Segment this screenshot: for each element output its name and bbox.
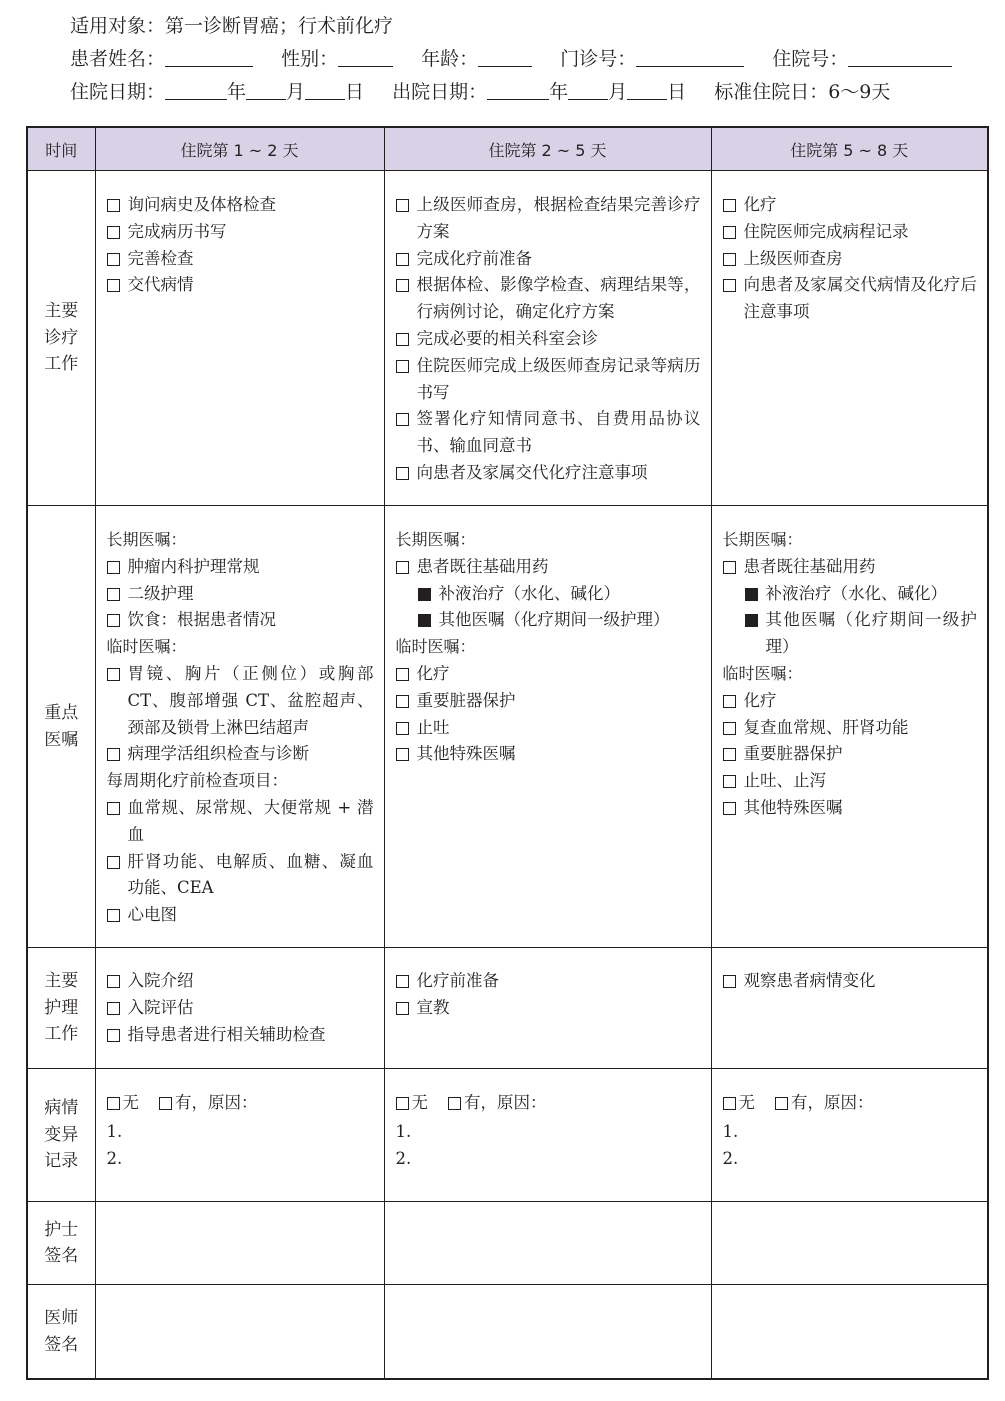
checkbox[interactable] [396,695,409,708]
checklist-text: 重要脏器保护 [416,690,516,710]
checklist-text: 其他特殊医嘱 [416,744,516,764]
checklist-item [396,661,701,688]
checklist-text: 交代病情 [127,275,194,295]
checkbox[interactable] [107,668,120,681]
variance-yes-option[interactable] [775,1090,874,1117]
row-label-line: 记录 [44,1151,79,1172]
checklist-item [107,554,374,581]
checklist-item [396,995,701,1022]
variance-reason-1[interactable]: 1. [106,1121,123,1141]
admission-date-label: 住院日期： [70,81,166,103]
checklist-text: 止吐、止泻 [743,771,826,791]
checklist-item [723,192,978,219]
checklist-item [107,661,374,741]
checklist-item [107,795,374,849]
patient-info-line [70,43,990,76]
checklist-text: 观察患者病情变化 [743,971,876,990]
checkbox[interactable] [107,1097,120,1110]
checklist-text: 化疗 [416,663,450,683]
row-main-work [27,171,988,506]
checklist-item [723,795,978,822]
checkbox[interactable] [396,199,409,212]
checkbox[interactable] [107,748,120,761]
checkbox[interactable] [396,253,409,266]
row-label-line: 工作 [44,1024,79,1045]
checklist-text: 化疗前准备 [416,971,499,990]
checklist-item [723,688,978,715]
checklist-text: 患者既往基础用药 [743,556,876,576]
checkbox[interactable] [107,199,120,212]
checklist-text: 肝肾功能、电解质、血糖、凝血功能、CEA [127,851,374,898]
checklist-text: 止吐 [416,717,450,737]
checklist-text: 完成病历书写 [127,221,227,241]
temporary-orders-heading: 临时医嘱： [722,663,803,683]
checklist-text: 饮食：根据患者情况 [127,610,276,630]
checkbox[interactable] [775,1097,788,1110]
checkbox[interactable] [107,588,120,601]
option-text: 无 [411,1093,428,1112]
variance-none-option[interactable] [723,1090,756,1117]
checklist-item [107,272,374,299]
discharge-month-blank[interactable] [568,79,608,100]
outpatient-no-blank[interactable] [636,46,744,67]
checklist-text: 完成必要的相关科室会诊 [416,328,598,348]
checklist-item [396,741,701,768]
checklist-text: 住院医师完成病程记录 [743,221,909,241]
checklist-text: 向患者及家属交代化疗注意事项 [416,462,648,482]
row-label-line: 医嘱 [44,729,79,750]
day-label: 日 [345,81,365,103]
temporary-orders-heading: 临时医嘱： [106,637,187,657]
discharge-day-blank[interactable] [627,79,667,100]
checklist-text: 询问病史及体格检查 [127,195,276,214]
checkbox[interactable] [396,467,409,480]
checklist-text: 完善检查 [127,248,194,268]
doctor-signature-day5-8[interactable] [711,1285,988,1380]
checkbox[interactable] [107,975,120,988]
outpatient-no-label: 门诊号： [560,48,637,70]
checkbox[interactable] [396,333,409,346]
checklist-item [723,768,978,795]
variance-yes-option[interactable] [159,1090,258,1117]
variance-reason-1[interactable]: 1. [722,1121,739,1141]
orders-day2-5 [384,506,711,948]
admission-month-blank[interactable] [246,79,286,100]
filled-checkbox[interactable] [745,614,758,627]
checklist-item [396,353,701,407]
doctor-signature-day1-2[interactable] [95,1285,384,1380]
month-label: 月 [608,81,628,103]
checkbox[interactable] [723,253,736,266]
checkbox[interactable] [396,722,409,735]
row-label-line: 主要 [44,971,79,992]
checklist-text: 其他特殊医嘱 [743,797,843,817]
checkbox[interactable] [723,975,736,988]
checkbox[interactable] [723,748,736,761]
variance-options [396,1090,701,1119]
admission-day-blank[interactable] [305,79,345,100]
checklist-item [396,715,701,742]
checklist-item [723,246,978,273]
checklist-item [396,688,701,715]
option-text: 有，原因： [175,1093,258,1112]
year-label: 年 [227,81,247,103]
row-label-line: 护理 [44,997,79,1018]
day-label: 日 [667,81,687,103]
form-header [70,10,990,109]
clinical-pathway-table [26,126,989,1380]
patient-name-label: 患者姓名： [70,48,166,70]
checklist-item [396,460,701,487]
checklist-item [107,968,374,995]
checkbox[interactable] [396,668,409,681]
long-term-orders-heading: 长期医嘱： [106,530,187,549]
checklist-text: 完成化疗前准备 [416,248,532,268]
orders-day1-2 [95,506,384,948]
nursing-day2-5 [384,948,711,1069]
checklist-item [107,192,374,219]
checkbox[interactable] [448,1097,461,1110]
checklist-item [107,849,374,903]
gender-label: 性别： [281,48,339,70]
checkbox[interactable] [107,1002,120,1015]
option-text: 有，原因： [791,1093,874,1112]
checklist-text: 向患者及家属交代病情及化疗后注意事项 [743,275,977,322]
checklist-item [107,246,374,273]
checklist-text: 根据体检、影像学检查、病理结果等，行病例讨论，确定化疗方案 [416,275,701,322]
col-header-day2-5: 住院第 2 ~ 5 天 [384,127,711,171]
col-header-day5-8: 住院第 5 ~ 8 天 [711,127,988,171]
checkbox[interactable] [107,614,120,627]
variance-reason-2[interactable]: 2. [106,1148,123,1168]
row-label-line: 病情 [44,1098,79,1119]
checklist-text: 补液治疗（水化、碱化） [765,583,947,603]
checklist-item [107,741,374,768]
checklist-item [396,968,701,995]
checklist-text: 签署化疗知情同意书、自费用品协议书、输血同意书 [416,409,701,456]
main-work-day2-5 [384,171,711,506]
checkbox[interactable] [723,199,736,212]
checklist-item [723,968,978,995]
checkbox[interactable] [723,775,736,788]
row-label-line: 重点 [44,703,79,723]
row-nurse-signature [27,1202,988,1285]
age-blank[interactable] [478,46,532,67]
row-label-line: 工作 [44,354,79,375]
checklist-text: 肿瘤内科护理常规 [127,556,260,576]
nurse-signature-day1-2[interactable] [95,1202,384,1285]
row-doctor-signature [27,1285,988,1380]
checkbox[interactable] [107,279,120,292]
checkbox[interactable] [723,1097,736,1110]
checkbox[interactable] [396,1002,409,1015]
row-label-line: 签名 [44,1334,79,1355]
row-label-doctor-signature [27,1285,95,1380]
checkbox[interactable] [723,279,736,292]
checklist-subitem [723,581,978,608]
checklist-text: 宣教 [416,997,450,1017]
age-field[interactable] [421,43,532,76]
checklist-item [107,219,374,246]
checkbox[interactable] [723,695,736,708]
variance-day2-5 [384,1069,711,1202]
checkbox[interactable] [396,561,409,574]
filled-checkbox[interactable] [418,614,431,627]
col-header-time: 时间 [27,127,95,171]
nurse-signature-day2-5[interactable] [384,1202,711,1285]
checklist-text: 血常规、尿常规、大便常规 + 潜血 [127,797,374,844]
checklist-text: 上级医师查房 [743,248,843,268]
checkbox[interactable] [723,226,736,239]
row-label-variance [27,1069,95,1202]
row-label-nursing [27,948,95,1069]
main-work-day1-2 [95,171,384,506]
checklist-text: 重要脏器保护 [743,744,843,764]
checklist-text: 入院介绍 [127,971,194,990]
row-label-line: 签名 [44,1246,79,1266]
checkbox[interactable] [723,722,736,735]
checklist-text: 二级护理 [127,583,194,603]
variance-reason-2[interactable]: 2. [722,1148,739,1168]
checkbox[interactable] [107,856,120,869]
age-label: 年龄： [421,48,479,70]
checkbox[interactable] [396,748,409,761]
discharge-year-blank[interactable] [487,79,549,100]
doctor-signature-day2-5[interactable] [384,1285,711,1380]
orders-day5-8 [711,506,988,948]
nursing-day5-8 [711,948,988,1069]
patient-name-field[interactable] [70,43,253,76]
month-label: 月 [286,81,306,103]
row-label-line: 变异 [44,1124,79,1145]
checkbox[interactable] [396,975,409,988]
checkbox[interactable] [396,1097,409,1110]
checkbox[interactable] [396,279,409,292]
discharge-date-field[interactable] [392,76,686,109]
inpatient-no-label: 住院号： [772,48,849,70]
checklist-item [396,406,701,460]
outpatient-no-field[interactable] [560,43,744,76]
checklist-text: 病理学活组织检查与诊断 [127,744,309,764]
checklist-item [723,272,978,326]
checklist-text: 住院医师完成上级医师查房记录等病历书写 [416,355,701,402]
row-label-line: 护士 [44,1219,79,1240]
option-text: 无 [738,1093,755,1112]
checklist-text: 患者既往基础用药 [416,556,549,576]
checkbox[interactable] [107,561,120,574]
checkbox[interactable] [159,1097,172,1110]
discharge-date-label: 出院日期： [392,81,488,103]
checklist-item [396,326,701,353]
checklist-subitem [723,607,978,661]
checkbox[interactable] [107,909,120,922]
weekly-checks-heading: 每周期化疗前检查项目： [106,771,288,791]
row-key-orders [27,506,988,948]
table-header-row [27,127,988,171]
checklist-item [107,995,374,1022]
row-label-line: 诊疗 [44,327,79,348]
option-text: 无 [122,1093,139,1112]
variance-day1-2 [95,1069,384,1202]
checklist-subitem [396,607,701,634]
checkbox[interactable] [107,1029,120,1042]
checklist-item [723,741,978,768]
checklist-text: 其他医嘱（化疗期间一级护理） [438,610,670,630]
checklist-text: 心电图 [127,905,177,925]
row-label-line: 主要 [44,301,79,322]
date-info-line [70,76,990,109]
checklist-text: 补液治疗（水化、碱化） [438,583,620,603]
checklist-text: 化疗 [743,195,777,214]
checkbox[interactable] [107,253,120,266]
row-nursing [27,948,988,1069]
checklist-item [107,902,374,929]
checklist-item [396,554,701,581]
variance-reason-2[interactable]: 2. [395,1148,412,1168]
variance-none-option[interactable] [107,1090,140,1117]
variance-options [107,1090,374,1119]
admission-year-blank[interactable] [165,79,227,100]
checklist-item [107,581,374,608]
checklist-text: 胃镜、胸片（正侧位）或胸部CT、腹部增强 CT、盆腔超声、颈部及锁骨上淋巴结超声 [127,663,374,737]
checklist-text: 指导患者进行相关辅助检查 [127,1024,326,1044]
gender-blank[interactable] [338,46,393,67]
variance-reason-1[interactable]: 1. [395,1121,412,1141]
applicable-subject: 适用对象：第一诊断胃癌；行术前化疗 [70,15,394,37]
nurse-signature-day5-8[interactable] [711,1202,988,1285]
checklist-text: 复查血常规、肝肾功能 [743,717,909,737]
patient-name-blank[interactable] [165,46,253,67]
checklist-subitem [396,581,701,608]
checklist-item [723,715,978,742]
col-header-day1-2: 住院第 1 ~ 2 天 [95,127,384,171]
checkbox[interactable] [396,360,409,373]
checklist-item [723,554,978,581]
checklist-text: 其他医嘱（化疗期间一级护理） [765,610,977,657]
row-label-line: 医师 [44,1308,79,1328]
nursing-day1-2 [95,948,384,1069]
row-label-main-work [27,171,95,506]
main-work-day5-8 [711,171,988,506]
year-label: 年 [549,81,569,103]
checklist-item [107,607,374,634]
checklist-item [107,1022,374,1049]
checkbox[interactable] [107,802,120,815]
checkbox[interactable] [396,413,409,426]
long-term-orders-heading: 长期医嘱： [722,530,803,549]
checklist-item [723,219,978,246]
checklist-item [396,272,701,326]
temporary-orders-heading: 临时医嘱： [395,637,476,657]
row-label-key-orders [27,506,95,948]
inpatient-no-field[interactable] [772,43,952,76]
checklist-text: 上级医师查房，根据检查结果完善诊疗方案 [416,195,701,241]
option-text: 有，原因： [464,1093,547,1112]
checklist-item [396,192,701,246]
checklist-item [396,246,701,273]
variance-none-option[interactable] [396,1090,429,1117]
row-label-nurse-signature [27,1202,95,1285]
long-term-orders-heading: 长期医嘱： [395,530,476,549]
inpatient-no-blank[interactable] [848,46,952,67]
checkbox[interactable] [723,561,736,574]
checklist-text: 入院评估 [127,997,194,1017]
checkbox[interactable] [107,226,120,239]
checkbox[interactable] [723,802,736,815]
standard-stay: 标准住院日：6～9天 [714,81,891,103]
variance-yes-option[interactable] [448,1090,547,1117]
row-variance [27,1069,988,1202]
filled-checkbox[interactable] [418,588,431,601]
gender-field[interactable] [281,43,393,76]
variance-day5-8 [711,1069,988,1202]
admission-date-field[interactable] [70,76,364,109]
filled-checkbox[interactable] [745,588,758,601]
variance-options [723,1090,978,1119]
checklist-text: 化疗 [743,690,777,710]
